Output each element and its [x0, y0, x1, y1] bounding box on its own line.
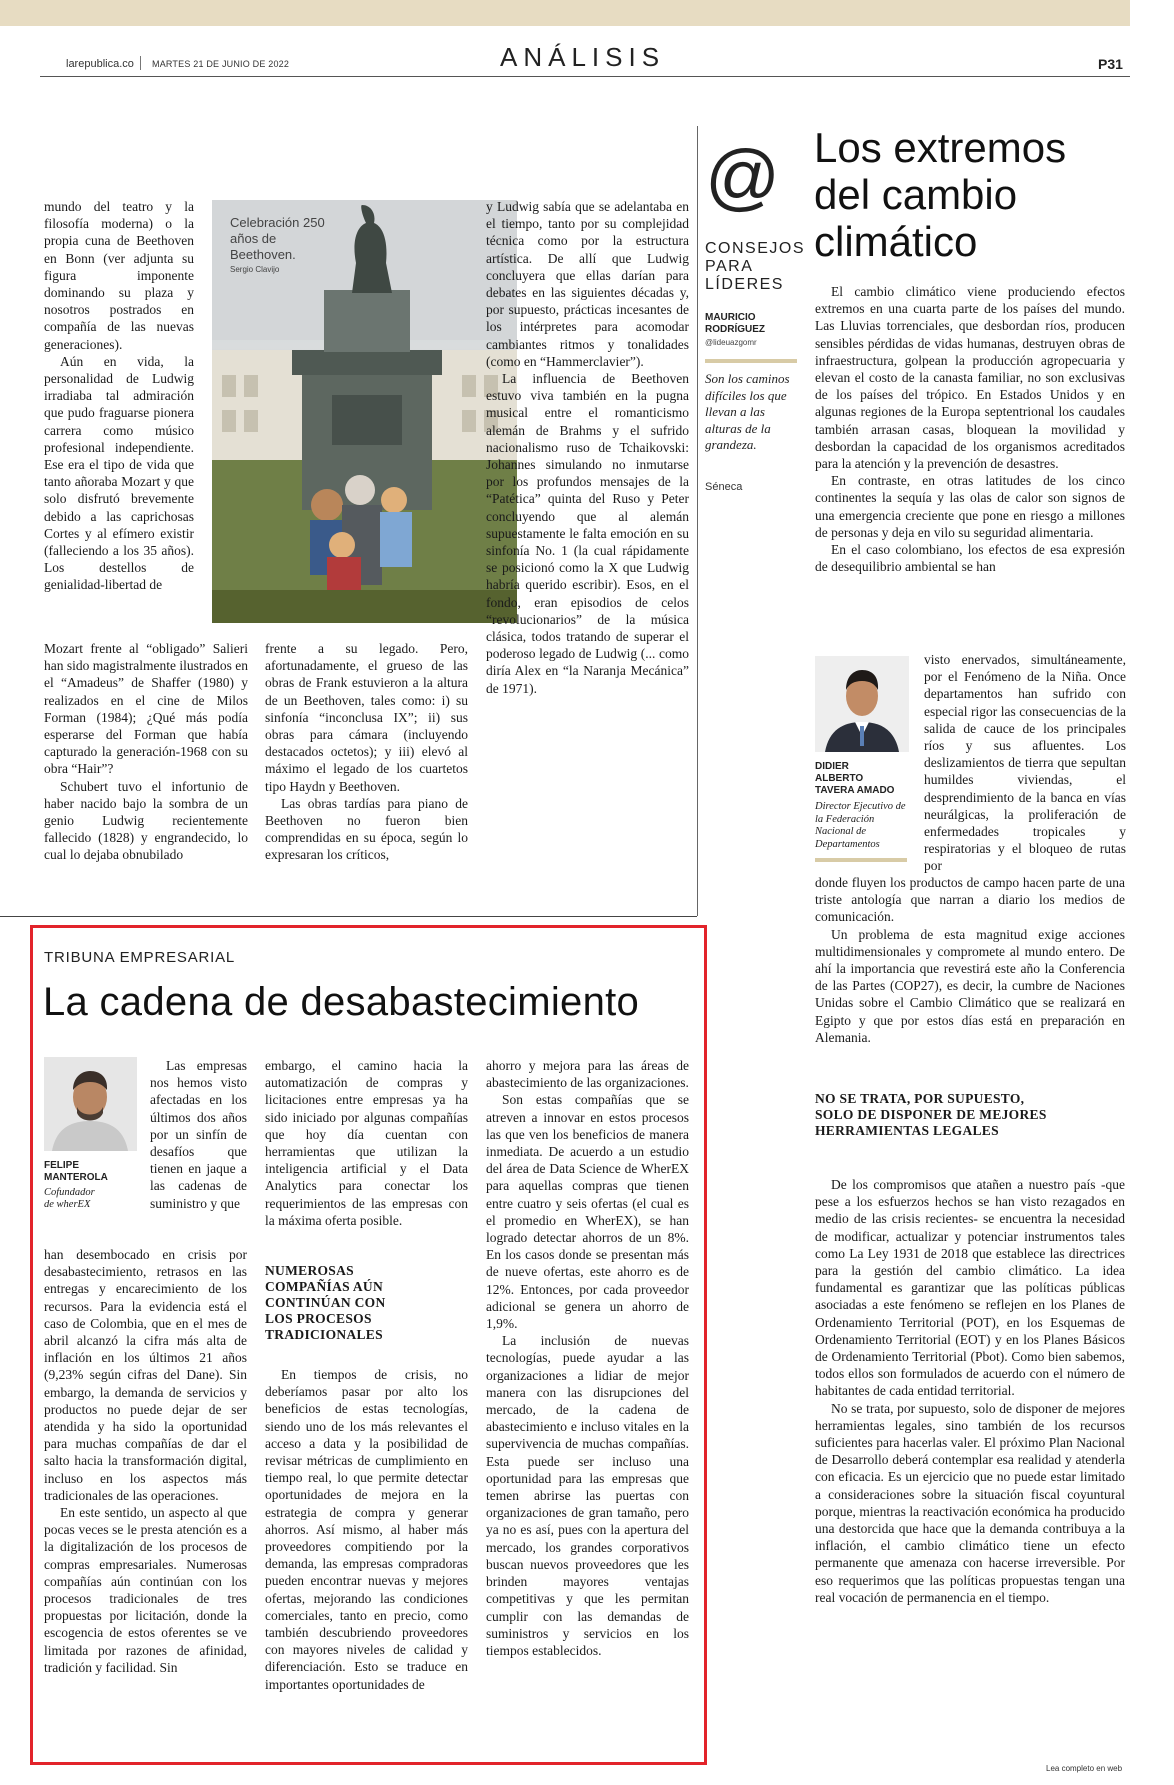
role-line: Cofundador: [44, 1187, 95, 1198]
statue-illustration: [212, 200, 517, 623]
didier-portrait: [815, 656, 909, 752]
paragraph: El cambio climático viene produciendo efectos extremos en una cuarta parte de los países del mundo. Las Lluvias torrenciales, que desbordan ríos, producen sensibles pérdidas de vidas humanas, destruyen obras de infraestructura, golpean la producción agropecuaria y elevan el costo de la canasta familiar, no son exclusivas de los países del trópico. En Estados Unidos y en algunas regiones de la Europa septentrional los caudales también arrasan casas, bloquean la movilidad y desbordan la capacidad de los organismos acreditados para la atención y la prevención de desastres.: [815, 284, 1125, 472]
paragraph: No se trata, por supuesto, solo de disponer de mejores herramientas legales, sino también de los recursos suficientes para hacerlas valer. El próximo Plan Nacional de Desarrollo deberá contemplar esa realidad y atenderla con eficacia. Es un ejercicio que no puede estar limitado a consideraciones sobre la situación fiscal coyuntural porque, mientras la reactivación económica ha producido una destorcida que hace que la demanda contribuya a la inflación, el cambio climático tiene un efecto permanente que amenaza con hacerse irreversible. Por eso requerimos que las políticas propuestas tengan una real vocación de permanencia en el tiempo.: [815, 1400, 1125, 1605]
clima-after-photo: [815, 874, 1125, 1046]
paragraph: frente a su legado. Pero, afortunadamente, el grueso de las obras de Frank estuvieron a la altura de un Beethoven, tales como: i) su sinfonía “inconclusa IX”; ii) sus obras para cámara (incluyendo destacados octetos); y iii) elevó al máximo el legado de los cuartetos tipo Haydn y Beethoven.: [265, 641, 468, 794]
tribuna-author-role: [44, 1187, 95, 1211]
author-line: DIDIER: [815, 761, 849, 772]
title-line: CONSEJOS: [705, 240, 806, 257]
clima-author: [815, 761, 894, 797]
paragraph: La inclusión de nuevas tecnologías, puede ayudar a las organizaciones a lidiar de mejor manera con las disrupciones del mercado, de la cadena de abastecimiento e incluso vitales en la supervivencia de muchas compañías. Esta puede ser incluso una oportunidad para las empresas que temen abrirse las puertas con organizaciones de gran tamaño, pero ya no es así, pues con la apertura del mercado, los grandes corporativos buscan nuevos proveedores que les brinden mayores ventajas competitivas y que les permitan cumplir con las demandas de suministros y servicios en los tiempos establecidos.: [486, 1333, 689, 1658]
paragraph: En el caso colombiano, los efectos de esa expresión de desequilibrio ambiental se han: [815, 542, 1125, 575]
beethoven-col1-top: [44, 198, 194, 594]
section-title: ANÁLISIS: [500, 42, 666, 72]
beethoven-col2: [265, 640, 468, 864]
consejos-handle[interactable]: @lideuazgomr: [705, 338, 757, 347]
issue-date: MARTES 21 DE JUNIO DE 2022: [152, 59, 290, 69]
role-line: de wherEX: [44, 1199, 91, 1210]
title-line: LÍDERES: [705, 276, 784, 293]
tribuna-subhead: NUMEROSAS COMPAÑÍAS AÚN CONTINÚAN CON LOS PROCESOS TRADICIONALES: [265, 1263, 386, 1342]
paragraph: En contraste, en otras latitudes de los cinco continentes la sequía y las olas de calor son signos de una emergencia creciente que pone en riesgo a millones de personas y deja en vilo su seguridad alimentaria.: [815, 473, 1125, 540]
paragraph: ahorro y mejora para las áreas de abastecimiento de las organizaciones.: [486, 1058, 689, 1091]
paragraph: han desembocado en crisis por desabastecimiento, retrasos en las entregas y encarecimiento de los recursos. Para la evidencia está el caso de Colombia, que en el mes de abril alcanzó la cifra más alta de inflación en los últimos 21 años (9,23% según cifras del Dane). Sin embargo, la demanda de servicios y productos no puede dejar de ser atendida y ha sido la oportunidad para muchas compañías de dar el salto hacia la transformación digital, incluso en los aspectos más tradicionales de las operaciones.: [44, 1247, 247, 1503]
consejos-quote: Son los caminos difíciles los que llevan a las alturas de la grandeza.: [705, 371, 790, 452]
beethoven-col1-bottom: [44, 640, 248, 864]
site-name[interactable]: larepublica.co: [66, 58, 134, 70]
paragraph: La influencia de Beethoven estuvo viva también en la pugna musical entre el romanticismo alemán de Brahms y el sufrido nacionalismo ruso de Tchaikovski: Johannes simulando no inmutarse por los profundos mensajes de la “Patética” quinta del Ruso y Peter concluyendo que al alemán supuestamente le falta emoción en su sinfonía No. 1 (la cual rápidamente se posicionó como la X que Ludwig habría querido escribir). Esos, en el fondo, eran episodios de celos “revolucionarios” de la música clásica, todos tratando de superar el poderoso legado de Ludwig (... como diría Alex en “la Naranja Mecánica” de 1971).: [486, 371, 689, 696]
page-number: P31: [1098, 56, 1123, 72]
author-line: TAVERA AMADO: [815, 785, 895, 796]
top-color-band: [0, 0, 1130, 26]
paragraph: De los compromisos que atañen a nuestro país -que pese a los esfuerzos hechos se han visto rezagados en medio de las crisis recientes- se encuentra la necesidad de modificar, actualizar y potenciar instrumentos tales como La Ley 1931 de 2018 que establece las directrices para la gestión del cambio climático. La idea fundamental es garantizar que las políticas públicas asociadas a este fenómeno se reflejen en los Planes de Ordenamiento Territorial (POT), en los Esquemas de Ordenamiento Territorial (EOT) y en los Planes Básicos de Ordenamiento Territorial (Pbot). Como bien sabemos, todos ellos son formulados de acuerdo con el número de habitantes de cada entidad territorial.: [815, 1177, 1125, 1399]
paragraph: visto enervados, simultáneamente, por el Fenómeno de la Niña. Once departamentos han sufrido con especial rigor las consecuencias de la salida de cauce de los principales ríos y sus afluentes. Los deslizamientos de tierra que sepultan humildes viviendas, el desprendimiento de la banca en vías neurálgicas, la proliferación de enfermedades tropicales y respiratorias y el bloqueo de rutas por: [924, 652, 1126, 874]
author-rule: [815, 858, 907, 862]
tribuna-col2-bottom: [265, 1366, 468, 1693]
header-divider: [140, 56, 141, 70]
tribuna-title: La cadena de desabastecimiento: [43, 980, 640, 1024]
tribuna-col1-beside-photo: [150, 1057, 247, 1212]
clima-title: [814, 124, 1066, 265]
title-line: Los extremos: [814, 124, 1067, 171]
paragraph: donde fluyen los productos de campo hacen parte de una triste antología que narran a diario los medios de comunicación.: [815, 875, 1125, 925]
title-line: del cambio: [814, 171, 1018, 218]
person-icon: [815, 656, 909, 752]
title-line: climático: [814, 218, 978, 265]
section-divider: [0, 916, 697, 917]
paragraph: y Ludwig sabía que se adelantaba en el tiempo, tanto por su complejidad técnica como por la estructura artística. De allí que Ludwig concluyera que ellas darían para debates en las siguientes décadas y, por supuesto, prácticas incesantes de los intérpretes para acomodar cambiantes ritmos y tonalidades (como en “Hammerclavier”).: [486, 199, 689, 369]
paragraph: Schubert tuvo el infortunio de haber nacido bajo la sombra de un genio Ludwig recientemente fallecido (1828) y engrandecido, lo cual lo dejaba obnubilado: [44, 778, 248, 863]
clima-intro: [815, 283, 1125, 575]
author-line: FELIPE: [44, 1160, 80, 1171]
paragraph: Mozart frente al “obligado” Salieri han sido magistralmente ilustrados en el “Amadeus” de Shaffer (1980) y realizados en el cine de Milos Forman (1984); ¿Qué más podía esperarse del Forman que había capturado la generación-1968 con su obra “Hair”?: [44, 641, 248, 777]
tribuna-col3: [486, 1057, 689, 1659]
tribuna-author: [44, 1160, 108, 1184]
at-sign-icon: @: [705, 135, 781, 218]
paragraph: Las obras tardías para piano de Beethoven no fueron bien comprendidas en su época, según lo expresaran los críticos,: [265, 795, 468, 863]
header-rule: [40, 76, 1130, 77]
clima-beside-photo: [924, 651, 1126, 875]
title-line: PARA: [705, 258, 754, 275]
paragraph: Son estas compañías que se atreven a innovar en estos procesos las que ven los beneficios de manera inmediata. De acuerdo a un estudio del área de Data Science de WherEX para aquellas compras que tienen entre cuatro y seis ofertas (el cual es el promedio en WherEX), se han logrado detectar ahorros de un 8%. En los casos donde se presentan más de nueve ofertas, este ahorro es de 12%. Entonces, por cada proveedor adicional se genera un ahorro de 1,9%.: [486, 1092, 689, 1332]
paragraph: embargo, el camino hacia la automatización de compras y licitaciones entre empresas ya ha sido iniciado por algunas compañías que hoy día cuentan con herramientas que utilizan la inteligencia artificial y el Data Analytics para conectar los requerimientos de las empresas con la máxima oferta posible.: [265, 1058, 468, 1228]
paragraph: Aún en vida, la personalidad de Ludwig irradiaba tal admiración que pudo fraguarse pionera carrera como músico profesional independiente. Ese era el tipo de vida que tanto añoraba Mozart y que solo disfrutó brevemente debido a las caprichosas Cortes y al efímero existir (falleciendo a los 35 años). Los destellos de genialidad-libertad de: [44, 353, 194, 593]
author-line: MANTEROLA: [44, 1172, 108, 1183]
person-icon: [44, 1057, 137, 1151]
paragraph: Un problema de esta magnitud exige acciones multidimensionales y compromete al mundo entero. De ahí la importancia que revestirá este año la Conferencia de las Partes (COP27), es decir, la cumbre de Naciones Unidas sobre el Cambio Climático que se realizará en Egipto y que por estos días está en preparación en Alemania.: [815, 926, 1125, 1045]
paragraph: mundo del teatro y la filosofía moderna) o la propia cuna de Beethoven en Bonn (ver adjunta su figura imponente dominando su plaza y nosotros postrados en compañía de las nuevas generaciones).: [44, 199, 194, 352]
author-line: MAURICIO: [705, 312, 756, 323]
consejos-author: [705, 312, 765, 336]
consejos-title: [705, 240, 805, 294]
tribuna-col1: [44, 1246, 247, 1676]
consejos-rule: [705, 359, 797, 363]
felipe-portrait: [44, 1057, 137, 1151]
beethoven-col3: [486, 198, 689, 697]
beethoven-statue-photo: [212, 200, 517, 623]
photo-credit: Sergio Clavijo: [230, 265, 280, 274]
consejos-source: Séneca: [705, 481, 743, 493]
clima-closing: [815, 1176, 1125, 1606]
paragraph: Las empresas nos hemos visto afectadas en los últimos dos años por un sinfín de desafíos que tienen en jaque a las cadenas de suministro y que: [150, 1058, 247, 1211]
tribuna-col2-top: [265, 1057, 468, 1229]
photo-caption: Celebración 250 años de Beethoven.: [230, 215, 325, 262]
clima-author-role: Director Ejecutivo de la Federación Nacional de Departamentos: [815, 801, 906, 850]
paragraph: En tiempos de crisis, no deberíamos pasar por alto los beneficios de estas tecnologías, siendo uno de los más relevantes el acceso a data y la posibilidad de revisar métricas de cumplimiento en tiempo real, lo que permite detectar oportunidades de mejora en la estrategia de compra y generar ahorros. Así mismo, al haber más proveedores compitiendo por la demanda, las empresas compradoras pueden encontrar nuevas y mejores ofertas, mejorando las condiciones comerciales, tanto en precio, como también descubriendo proveedores con mayores niveles de calidad y diferenciación. Esto se traduce en importantes oportunidades de: [265, 1367, 468, 1692]
clima-subhead: NO SE TRATA, POR SUPUESTO, SOLO DE DISPONER DE MEJORES HERRAMIENTAS LEGALES: [815, 1091, 1047, 1138]
author-line: RODRÍGUEZ: [705, 324, 765, 335]
paragraph: En este sentido, un aspecto al que pocas veces se le presta atención es a la digitalización de los procesos de compras empresariales. Numerosas compañías aún continúan con los procesos tradicionales de tres propuestas por licitación, donde la escogencia de estos oferentes se ve limitada por razones de afinidad, tradición y facilidad. Sin: [44, 1505, 247, 1675]
author-line: ALBERTO: [815, 773, 864, 784]
tribuna-kicker: TRIBUNA EMPRESARIAL: [44, 949, 236, 966]
read-more-link[interactable]: Lea completo en web: [1046, 1764, 1123, 1773]
